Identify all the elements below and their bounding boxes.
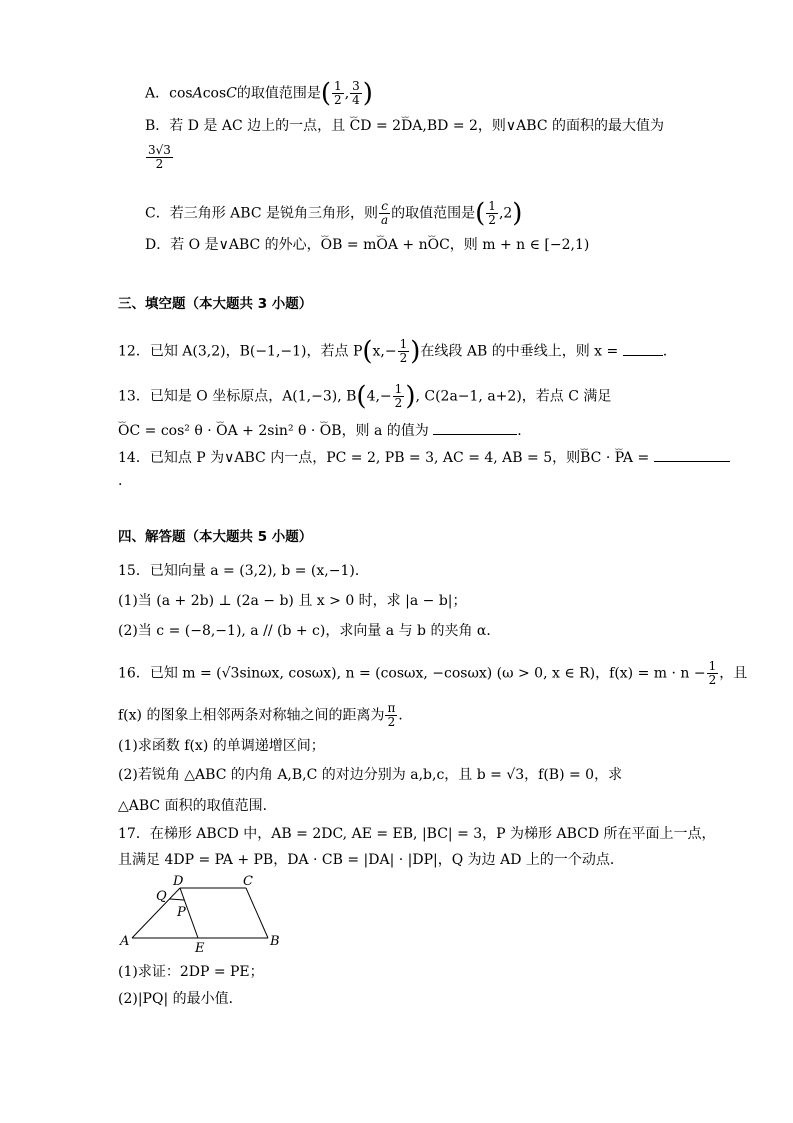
- label-b: B: [270, 934, 280, 949]
- option-a-cos: cos: [202, 85, 227, 102]
- den: 2: [488, 213, 496, 227]
- vector-ob: ⌣⌣ OB: [320, 422, 342, 440]
- vector-oc: ⌣⌣ OC: [118, 422, 140, 440]
- label-e: E: [195, 941, 205, 952]
- label-p: P: [177, 905, 186, 920]
- vector-ob: ⌣⌣ OB: [321, 236, 343, 254]
- fraction: [393, 383, 405, 410]
- option-d: [145, 236, 589, 254]
- den: a: [380, 213, 389, 227]
- question-16-line5: △ABC 面积的取值范围．: [118, 798, 277, 814]
- vector-da: ⌣⌣ DA: [401, 117, 422, 135]
- q16-post: ，且: [719, 665, 748, 682]
- segment-qp: [170, 899, 184, 900]
- answer-blank[interactable]: [623, 341, 663, 356]
- fraction: [707, 660, 719, 687]
- range-end: ,2: [498, 205, 513, 222]
- paren-right: ): [410, 336, 421, 367]
- vector-cd: ⌣⌣ CD: [350, 117, 372, 135]
- fraction: [350, 80, 362, 107]
- paren-left: (: [356, 381, 367, 412]
- paren-right: ): [512, 198, 523, 229]
- question-13-line2: [118, 420, 522, 440]
- den: 2: [155, 157, 164, 171]
- dot: ·: [601, 450, 615, 466]
- equals: = m: [342, 237, 377, 253]
- label-q: Q: [156, 889, 167, 904]
- q13-a: = cos² θ ·: [140, 423, 217, 439]
- option-b-rest: ,BD = 2，则∨ABC 的面积的最大值为: [422, 118, 664, 134]
- den: 2: [387, 715, 396, 729]
- question-14: [118, 447, 730, 467]
- num: 3√3: [148, 143, 171, 157]
- q16-l2-pre: f(x) 的图象上相邻两条对称轴之间的距离为: [118, 707, 385, 724]
- option-c-post: 的取值范围是: [391, 205, 476, 222]
- period: .: [517, 423, 522, 439]
- den: 4: [352, 93, 360, 107]
- question-17-line2: 且满足 4DP = PA + PB，DA · CB = |DA| · |DP|，Q 为边 AD 上的一个动点．: [118, 852, 624, 868]
- den: 2: [394, 396, 403, 410]
- vector-bc: ⌣⌣ BC: [580, 449, 601, 467]
- num: 1: [334, 79, 342, 93]
- question-16-line2: [118, 702, 412, 729]
- num: c: [381, 199, 388, 213]
- option-b: [145, 117, 664, 135]
- option-d-post: ，则 m + n ∈ [−2,1): [449, 237, 590, 253]
- vector-oa: ⌣⌣ OA: [216, 422, 238, 440]
- vector-oa: ⌣⌣ OA: [376, 236, 398, 254]
- paren-left: (: [320, 78, 332, 109]
- section-answer-heading: 四、解答题（本大题共 5 小题）: [118, 529, 313, 545]
- equals: = 2: [371, 118, 402, 134]
- question-16-line1: [118, 660, 747, 687]
- den: 2: [708, 673, 717, 687]
- option-a-var-a: A: [192, 85, 203, 102]
- paren-right: ): [405, 381, 416, 412]
- option-c-text: C．若三角形 ABC 是锐角三角形，则: [145, 205, 378, 222]
- label-c: C: [243, 874, 253, 889]
- period: .: [662, 343, 668, 360]
- question-16-line3: (1)求函数 f(x) 的单调递增区间；: [118, 738, 325, 754]
- equals: =: [633, 450, 650, 466]
- q16-l2-post: ．: [398, 707, 413, 724]
- q12-post: 在线段 AB 的中垂线上，则 x =: [420, 343, 619, 360]
- question-12: [118, 338, 667, 365]
- q12-pre: 12．已知 A(3,2)，B(−1,−1)，若点 P: [118, 343, 363, 360]
- label-a: A: [120, 934, 130, 949]
- num: 1: [394, 382, 403, 396]
- fraction: [398, 338, 410, 365]
- question-17-line4: (2)|PQ| 的最小值．: [118, 991, 243, 1007]
- plus: + n: [397, 237, 428, 253]
- answer-blank[interactable]: [433, 420, 517, 435]
- num: 1: [399, 337, 408, 351]
- option-b-answer: [145, 144, 174, 171]
- q14-pre: 14．已知点 P 为∨ABC 内一点，PC = 2, PB = 3, AC = 4, AB = 5，则: [118, 450, 581, 466]
- q13-l2-post: ，则 a 的值为: [341, 423, 429, 439]
- trapezoid-diagram: [118, 872, 293, 952]
- question-13-line1: [118, 383, 611, 410]
- den: 2: [399, 351, 408, 365]
- question-15-line1: 15．已知向量 a = (3,2), b = (x,−1)．: [118, 563, 369, 579]
- section-fill-heading: 三、填空题（本大题共 3 小题）: [118, 296, 313, 312]
- vector-oc: ⌣⌣ OC: [428, 236, 450, 254]
- num: 3: [352, 79, 360, 93]
- paren-right: ): [362, 78, 373, 109]
- paren-left: (: [475, 198, 486, 229]
- edge-cb: [246, 888, 268, 938]
- answer-blank[interactable]: [654, 447, 730, 462]
- fraction: [486, 200, 498, 227]
- q13-b: + 2sin² θ ·: [237, 423, 320, 439]
- fraction: [146, 144, 173, 171]
- question-17-line1: 17．在梯形 ABCD 中，AB = 2DC, AE = EB, |BC| = 3，P 为梯形 ABCD 所在平面上一点，: [118, 826, 716, 842]
- question-15-line2: (1)当 (a + 2b) ⊥ (2a − b) 且 x > 0 时，求 |a − b|；: [118, 593, 467, 609]
- num: 1: [488, 199, 496, 213]
- q13-mid: 4,−: [366, 388, 392, 405]
- num: 1: [708, 659, 717, 673]
- option-a-prefix: A．cos: [145, 85, 193, 102]
- option-a: A．cosAcosC的取值范围是( $\frac{1}{2}$ , $\frac{3}{4}$ ): [145, 78, 373, 109]
- fraction: [379, 200, 390, 227]
- q12-mid: x,−: [372, 343, 397, 360]
- option-a-text: 的取值范围是: [236, 85, 321, 102]
- option-a-var-c: C: [226, 85, 237, 102]
- label-d: D: [173, 874, 184, 889]
- option-c: [145, 200, 522, 227]
- q16-pre: 16．已知 m = (√3sinωx, cosωx), n = (cosωx, −cosωx) (ω > 0, x ∈ R)，f(x) = m · n −: [118, 665, 706, 682]
- paren-left: (: [362, 336, 373, 367]
- q13-pre: 13．已知是 O 坐标原点，A(1,−3), B: [118, 388, 357, 405]
- question-15-line3: (2)当 c = (−8,−1), a // (b + c)，求向量 a 与 b 的夹角 α．: [118, 623, 501, 639]
- option-d-text: D．若 O 是∨ABC 的外心，: [145, 237, 321, 253]
- fraction: [332, 80, 344, 107]
- option-b-text: B．若 D 是 AC 边上的一点，且: [145, 118, 346, 134]
- den: 2: [334, 93, 342, 107]
- question-14-end: .: [118, 473, 123, 489]
- question-17-line3: (1)求证：2DP = PE；: [118, 964, 264, 980]
- fraction: [385, 702, 397, 729]
- q13-post: , C(2a−1, a+2)，若点 C 满足: [415, 388, 612, 405]
- question-16-line4: (2)若锐角 △ABC 的内角 A,B,C 的对边分别为 a,b,c，且 b = √3，f(B) = 0，求: [118, 767, 623, 783]
- num: π: [387, 701, 396, 715]
- vector-pa: ⌣⌣ PA: [615, 449, 633, 467]
